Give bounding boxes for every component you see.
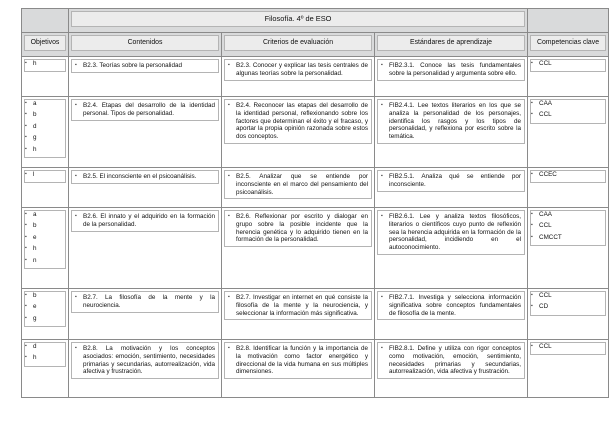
table-row <box>22 168 609 208</box>
objetivo-item: ▪ g <box>25 315 65 323</box>
contenido-cell <box>69 57 222 97</box>
objetivo-item: ▪ h <box>25 146 65 154</box>
estandar-text: ▪ FIB2.8.1. Define y utiliza con rigor conceptos como motivación, emoción, sentimiento, necesidades primarias y secundarias, autorrealización, vida afectiva y frustración. <box>381 345 521 376</box>
header-objetivos <box>22 33 69 57</box>
objetivo-item: ▪ l <box>25 171 65 179</box>
competencias-cell <box>528 57 609 97</box>
contenido-cell <box>69 97 222 168</box>
contenido-text: ▪ B2.5. El inconsciente en el psicoanálisis. <box>75 173 215 181</box>
contenido-cell <box>69 289 222 340</box>
estandar-cell <box>375 289 528 340</box>
competencia-item: ▪ CAA <box>531 100 605 108</box>
title-cell <box>69 9 528 33</box>
competencia-item: ▪ CCL <box>531 60 605 68</box>
objetivo-item: ▪ h <box>25 60 65 68</box>
objetivos-cell <box>22 97 69 168</box>
competencias-cell <box>528 208 609 289</box>
competencia-item: ▪ CD <box>531 303 605 311</box>
competencias-cell <box>528 340 609 398</box>
contenido-cell <box>69 168 222 208</box>
objetivos-cell <box>22 208 69 289</box>
table-row <box>22 97 609 168</box>
competencia-item: ▪ CCEC <box>531 171 605 179</box>
header-criterios <box>222 33 375 57</box>
header-contenidos <box>69 33 222 57</box>
competencia-item: ▪ CCL <box>531 343 605 351</box>
competencia-item: ▪ CCL <box>531 292 605 300</box>
objetivos-cell <box>22 57 69 97</box>
criterio-text: ▪ B2.5. Analizar que se entiende por inconsciente en el marco del pensamiento del psicoanálisis. <box>228 173 368 196</box>
competencia-item: ▪ CMCCT <box>531 234 605 242</box>
competencias-cell <box>528 289 609 340</box>
table-row <box>22 57 609 97</box>
criterio-cell <box>222 168 375 208</box>
header-competencias <box>528 33 609 57</box>
header-competencias-label: Competencias clave <box>536 39 600 46</box>
objetivo-item: ▪ b <box>25 222 65 230</box>
table-title: Filosofía. 4º de ESO <box>264 14 332 23</box>
criterio-text: ▪ B2.4. Reconocer las etapas del desarrollo de la identidad personal, reflexionando sobre los factores que determinan el éxito y el fracaso, y aportar la propia opinión razonada sobre estos dos conceptos. <box>228 102 368 141</box>
competencia-item: ▪ CCL <box>531 222 605 230</box>
estandar-text: ▪ FIB2.4.1. Lee textos literarios en los que se analiza la personalidad de los personajes, identifica los rasgos y los tipos de personalidad, y reflexiona por escrito sobre la temática. <box>381 102 521 141</box>
objetivo-item: ▪ g <box>25 134 65 142</box>
competencias-cell <box>528 168 609 208</box>
estandar-cell <box>375 208 528 289</box>
objetivo-item: ▪ n <box>25 257 65 265</box>
contenido-text: ▪ B2.4. Etapas del desarrollo de la identidad personal. Tipos de personalidad. <box>75 102 215 118</box>
objetivo-item: ▪ b <box>25 292 65 300</box>
contenido-text: ▪ B2.3. Teorías sobre la personalidad <box>75 62 215 70</box>
criterio-text: ▪ B2.7. Investigar en internet en qué consiste la filosofía de la mente y la neurociencia, y seleccionar la información más significativa. <box>228 294 368 317</box>
table-row <box>22 289 609 340</box>
estandar-cell <box>375 57 528 97</box>
objetivo-item: ▪ h <box>25 354 65 362</box>
objetivo-item: ▪ d <box>25 123 65 131</box>
objetivo-item: ▪ h <box>25 245 65 253</box>
contenido-text: ▪ B2.7. La filosofía de la mente y la neurociencia. <box>75 294 215 310</box>
header-estandares-label: Estándares de aprendizaje <box>410 39 492 46</box>
estandar-text: ▪ FIB2.6.1. Lee y analiza textos filosóficos, literarios o científicos cuyo punto de reflexión sea la herencia adquirida en la formación de la personalidad, incidiendo en el autoconocimiento. <box>381 213 521 252</box>
objetivos-cell <box>22 168 69 208</box>
objetivo-item: ▪ e <box>25 303 65 311</box>
header-estandares <box>375 33 528 57</box>
objetivo-item: ▪ a <box>25 211 65 219</box>
title-blank-cell <box>22 9 69 33</box>
objetivo-item: ▪ a <box>25 100 65 108</box>
objetivos-cell <box>22 340 69 398</box>
criterio-text: ▪ B2.6. Reflexionar por escrito y dialogar en grupo sobre la posible incidente que la herencia genética y lo adquirido tienen en la formación de la personalidad. <box>228 213 368 244</box>
estandar-cell <box>375 168 528 208</box>
estandar-text: ▪ FIB2.7.1. Investiga y selecciona información significativa sobre conceptos fundamentales de filosofía de la mente. <box>381 294 521 317</box>
contenido-cell <box>69 208 222 289</box>
estandar-text: ▪ FIB2.3.1. Conoce las tesis fundamentales sobre la personalidad y argumenta sobre ello. <box>381 62 521 78</box>
objetivo-item: ▪ e <box>25 234 65 242</box>
contenido-cell <box>69 340 222 398</box>
criterio-cell <box>222 97 375 168</box>
competencia-item: ▪ CAA <box>531 211 605 219</box>
table-row <box>22 340 609 398</box>
objetivo-item: ▪ d <box>25 343 65 351</box>
title-blank-cell-right <box>528 9 609 33</box>
estandar-cell <box>375 97 528 168</box>
criterio-cell <box>222 340 375 398</box>
objetivos-cell <box>22 289 69 340</box>
estandar-text: ▪ FIB2.5.1. Analiza qué se entiende por inconsciente. <box>381 173 521 189</box>
contenido-text: ▪ B2.8. La motivación y los conceptos asociados: emoción, sentimiento, necesidades primarias y secundarias, autorrealización, vida afectiva y frustración. <box>75 345 215 376</box>
criterio-cell <box>222 289 375 340</box>
criterio-text: ▪ B2.3. Conocer y explicar las tesis centrales de algunas teorías sobre la personalidad. <box>228 62 368 78</box>
competencia-item: ▪ CCL <box>531 111 605 119</box>
criterio-text: ▪ B2.8. Identificar la función y la importancia de la motivación como factor energético y direccional de la vida humana en sus múltiples dimensiones. <box>228 345 368 376</box>
contenido-text: ▪ B2.6. El innato y el adquirido en la formación de la personalidad. <box>75 213 215 229</box>
competencias-cell <box>528 97 609 168</box>
criterio-cell <box>222 57 375 97</box>
curriculum-table <box>21 8 609 398</box>
criterio-cell <box>222 208 375 289</box>
objetivo-item: ▪ b <box>25 111 65 119</box>
header-contenidos-label: Contenidos <box>127 39 163 46</box>
header-criterios-label: Criterios de evaluación <box>262 39 334 46</box>
estandar-cell <box>375 340 528 398</box>
header-objetivos-label: Objetivos <box>30 39 60 46</box>
table-row <box>22 208 609 289</box>
